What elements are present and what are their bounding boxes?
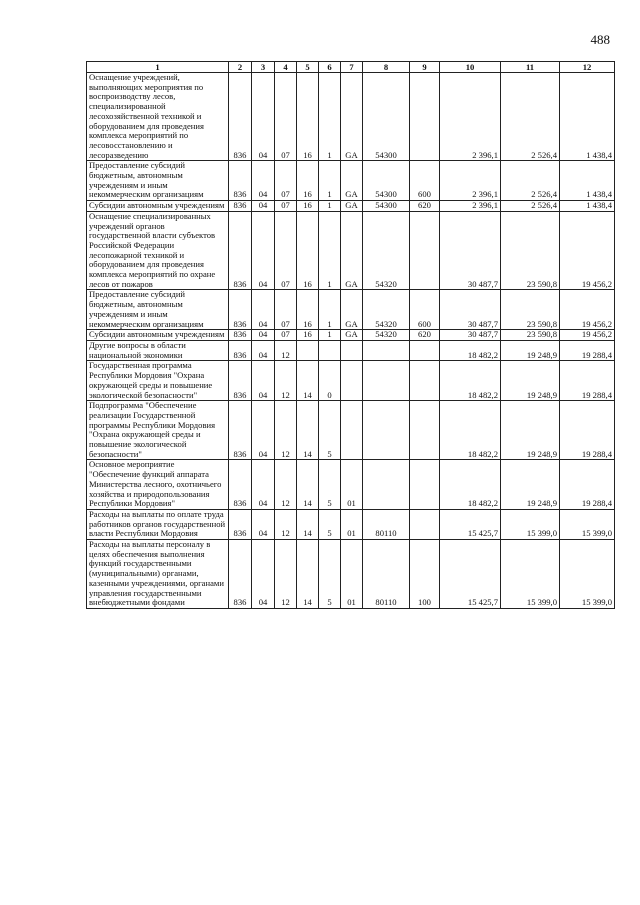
code-cell: 836: [229, 73, 252, 161]
amount-cell: 19 248,9: [501, 340, 560, 360]
table-row: [87, 460, 615, 510]
code-cell: 04: [252, 401, 275, 460]
amount-cell: 19 288,4: [560, 401, 615, 460]
code-cell: 836: [229, 161, 252, 201]
code-cell: 12: [275, 460, 297, 510]
code-cell: 04: [252, 161, 275, 201]
row-name-cell: Предоставление субсидий бюджетным, автономным учреждениям и иным некоммерческим организациям: [87, 161, 229, 201]
code-cell: 04: [252, 540, 275, 609]
amount-cell: 1 438,4: [560, 161, 615, 201]
code-cell: 04: [252, 211, 275, 290]
code-cell: 54300: [363, 201, 410, 212]
amount-cell: 2 396,1: [440, 161, 501, 201]
code-cell: 600: [410, 290, 440, 330]
code-cell: 04: [252, 73, 275, 161]
amount-cell: 19 248,9: [501, 361, 560, 401]
code-cell: 836: [229, 330, 252, 341]
code-cell: 836: [229, 361, 252, 401]
amount-cell: 19 288,4: [560, 460, 615, 510]
code-cell: 04: [252, 509, 275, 539]
table-row: [87, 361, 615, 401]
code-cell: [341, 340, 363, 360]
code-cell: 14: [297, 509, 319, 539]
column-header: 7: [341, 62, 363, 73]
code-cell: 14: [297, 401, 319, 460]
page-number: 488: [590, 32, 610, 47]
column-header: 10: [440, 62, 501, 73]
code-cell: 01: [341, 460, 363, 510]
code-cell: 5: [319, 401, 341, 460]
table-row: [87, 161, 615, 201]
row-name-cell: Государственная программа Республики Мордовия "Охрана окружающей среды и повышение экологической безопасности": [87, 361, 229, 401]
row-name-cell: Оснащение учреждений, выполняющих мероприятия по воспроизводству лесов, специализированной лесохозяйственной техникой и оборудованием для проведения комплекса мероприятий по лесовосстановлению и лесоразведению: [87, 73, 229, 161]
code-cell: 04: [252, 340, 275, 360]
column-header: 1: [87, 62, 229, 73]
code-cell: 836: [229, 401, 252, 460]
amount-cell: 2 396,1: [440, 73, 501, 161]
code-cell: 54300: [363, 73, 410, 161]
table-row: [87, 201, 615, 212]
amount-cell: 2 396,1: [440, 201, 501, 212]
table-row: [87, 290, 615, 330]
code-cell: 01: [341, 540, 363, 609]
table-row: [87, 509, 615, 539]
table-row: [87, 330, 615, 341]
code-cell: 620: [410, 330, 440, 341]
code-cell: [410, 361, 440, 401]
row-name-cell: Подпрограмма "Обеспечение реализации Государственной программы Республики Мордовия "Охрана окружающей среды и повышение экологической безопасности": [87, 401, 229, 460]
amount-cell: 18 482,2: [440, 361, 501, 401]
code-cell: 12: [275, 540, 297, 609]
code-cell: [341, 401, 363, 460]
code-cell: 12: [275, 340, 297, 360]
code-cell: 600: [410, 161, 440, 201]
code-cell: [410, 460, 440, 510]
amount-cell: 19 288,4: [560, 361, 615, 401]
code-cell: 16: [297, 201, 319, 212]
code-cell: GA: [341, 73, 363, 161]
column-header: 12: [560, 62, 615, 73]
code-cell: 54320: [363, 211, 410, 290]
code-cell: 836: [229, 509, 252, 539]
code-cell: 16: [297, 290, 319, 330]
code-cell: 5: [319, 540, 341, 609]
header-row: [87, 62, 615, 73]
code-cell: 5: [319, 509, 341, 539]
column-header: 2: [229, 62, 252, 73]
amount-cell: 23 590,8: [501, 330, 560, 341]
code-cell: [410, 211, 440, 290]
code-cell: 12: [275, 361, 297, 401]
amount-cell: 18 482,2: [440, 460, 501, 510]
code-cell: 16: [297, 211, 319, 290]
code-cell: 04: [252, 361, 275, 401]
amount-cell: 19 456,2: [560, 330, 615, 341]
code-cell: 16: [297, 161, 319, 201]
code-cell: [297, 340, 319, 360]
code-cell: 1: [319, 73, 341, 161]
row-name-cell: Оснащение специализированных учреждений органов государственной власти субъектов Российской Федерации лесопожарной техникой и оборудованием для проведения комплекса мероприятий по охране лесов от пожаров: [87, 211, 229, 290]
amount-cell: 1 438,4: [560, 73, 615, 161]
code-cell: 04: [252, 330, 275, 341]
code-cell: 100: [410, 540, 440, 609]
row-name-cell: Основное мероприятие "Обеспечение функций аппарата Министерства лесного, охотничьего хозяйства и природопользования Республики Мордовия": [87, 460, 229, 510]
row-name-cell: Расходы на выплаты персоналу в целях обеспечения выполнения функций государственными (муниципальными) органами, казенными учреждениями, органами управления государственными внебюджетными фондами: [87, 540, 229, 609]
code-cell: [319, 340, 341, 360]
code-cell: 16: [297, 330, 319, 341]
amount-cell: 15 399,0: [501, 540, 560, 609]
code-cell: 836: [229, 340, 252, 360]
amount-cell: 15 399,0: [560, 540, 615, 609]
code-cell: GA: [341, 290, 363, 330]
amount-cell: 18 482,2: [440, 401, 501, 460]
amount-cell: 30 487,7: [440, 211, 501, 290]
code-cell: 620: [410, 201, 440, 212]
code-cell: [363, 340, 410, 360]
code-cell: 836: [229, 211, 252, 290]
code-cell: [363, 361, 410, 401]
table-row: [87, 540, 615, 609]
code-cell: 80110: [363, 540, 410, 609]
column-header: 11: [501, 62, 560, 73]
code-cell: 0: [319, 361, 341, 401]
code-cell: [363, 401, 410, 460]
table-row: [87, 401, 615, 460]
code-cell: 16: [297, 73, 319, 161]
code-cell: 07: [275, 211, 297, 290]
column-header: 4: [275, 62, 297, 73]
code-cell: 1: [319, 290, 341, 330]
code-cell: GA: [341, 211, 363, 290]
amount-cell: 18 482,2: [440, 340, 501, 360]
row-name-cell: Расходы на выплаты по оплате труда работников органов государственной власти Республики Мордовия: [87, 509, 229, 539]
row-name-cell: Другие вопросы в области национальной экономики: [87, 340, 229, 360]
amount-cell: 2 526,4: [501, 73, 560, 161]
code-cell: 1: [319, 330, 341, 341]
code-cell: 01: [341, 509, 363, 539]
code-cell: 1: [319, 211, 341, 290]
code-cell: 14: [297, 540, 319, 609]
code-cell: 04: [252, 460, 275, 510]
code-cell: GA: [341, 201, 363, 212]
code-cell: 07: [275, 161, 297, 201]
row-name-cell: Субсидии автономным учреждениям: [87, 201, 229, 212]
code-cell: 54300: [363, 161, 410, 201]
column-header: 9: [410, 62, 440, 73]
code-cell: 80110: [363, 509, 410, 539]
code-cell: 07: [275, 330, 297, 341]
code-cell: 07: [275, 201, 297, 212]
amount-cell: 19 248,9: [501, 401, 560, 460]
code-cell: 54320: [363, 290, 410, 330]
code-cell: 836: [229, 290, 252, 330]
amount-cell: 19 456,2: [560, 290, 615, 330]
code-cell: 836: [229, 201, 252, 212]
code-cell: 07: [275, 290, 297, 330]
amount-cell: 19 248,9: [501, 460, 560, 510]
amount-cell: 15 399,0: [560, 509, 615, 539]
code-cell: [410, 73, 440, 161]
amount-cell: 15 399,0: [501, 509, 560, 539]
code-cell: 5: [319, 460, 341, 510]
amount-cell: 19 288,4: [560, 340, 615, 360]
amount-cell: 23 590,8: [501, 211, 560, 290]
amount-cell: 15 425,7: [440, 509, 501, 539]
code-cell: 1: [319, 161, 341, 201]
budget-table: [86, 61, 615, 609]
amount-cell: 2 526,4: [501, 201, 560, 212]
amount-cell: 19 456,2: [560, 211, 615, 290]
code-cell: 12: [275, 509, 297, 539]
code-cell: 04: [252, 290, 275, 330]
amount-cell: 1 438,4: [560, 201, 615, 212]
amount-cell: 2 526,4: [501, 161, 560, 201]
code-cell: 836: [229, 460, 252, 510]
code-cell: 14: [297, 361, 319, 401]
amount-cell: 30 487,7: [440, 290, 501, 330]
column-header: 3: [252, 62, 275, 73]
code-cell: 14: [297, 460, 319, 510]
amount-cell: 15 425,7: [440, 540, 501, 609]
amount-cell: 23 590,8: [501, 290, 560, 330]
code-cell: [410, 401, 440, 460]
column-header: 5: [297, 62, 319, 73]
table-row: [87, 211, 615, 290]
code-cell: 12: [275, 401, 297, 460]
code-cell: GA: [341, 330, 363, 341]
code-cell: [410, 509, 440, 539]
amount-cell: 30 487,7: [440, 330, 501, 341]
code-cell: 1: [319, 201, 341, 212]
code-cell: 04: [252, 201, 275, 212]
code-cell: 07: [275, 73, 297, 161]
code-cell: [341, 361, 363, 401]
code-cell: 836: [229, 540, 252, 609]
code-cell: [410, 340, 440, 360]
row-name-cell: Субсидии автономным учреждениям: [87, 330, 229, 341]
table-row: [87, 73, 615, 161]
row-name-cell: Предоставление субсидий бюджетным, автономным учреждениям и иным некоммерческим организациям: [87, 290, 229, 330]
table-row: [87, 340, 615, 360]
code-cell: 54320: [363, 330, 410, 341]
code-cell: [363, 460, 410, 510]
code-cell: GA: [341, 161, 363, 201]
column-header: 6: [319, 62, 341, 73]
column-header: 8: [363, 62, 410, 73]
